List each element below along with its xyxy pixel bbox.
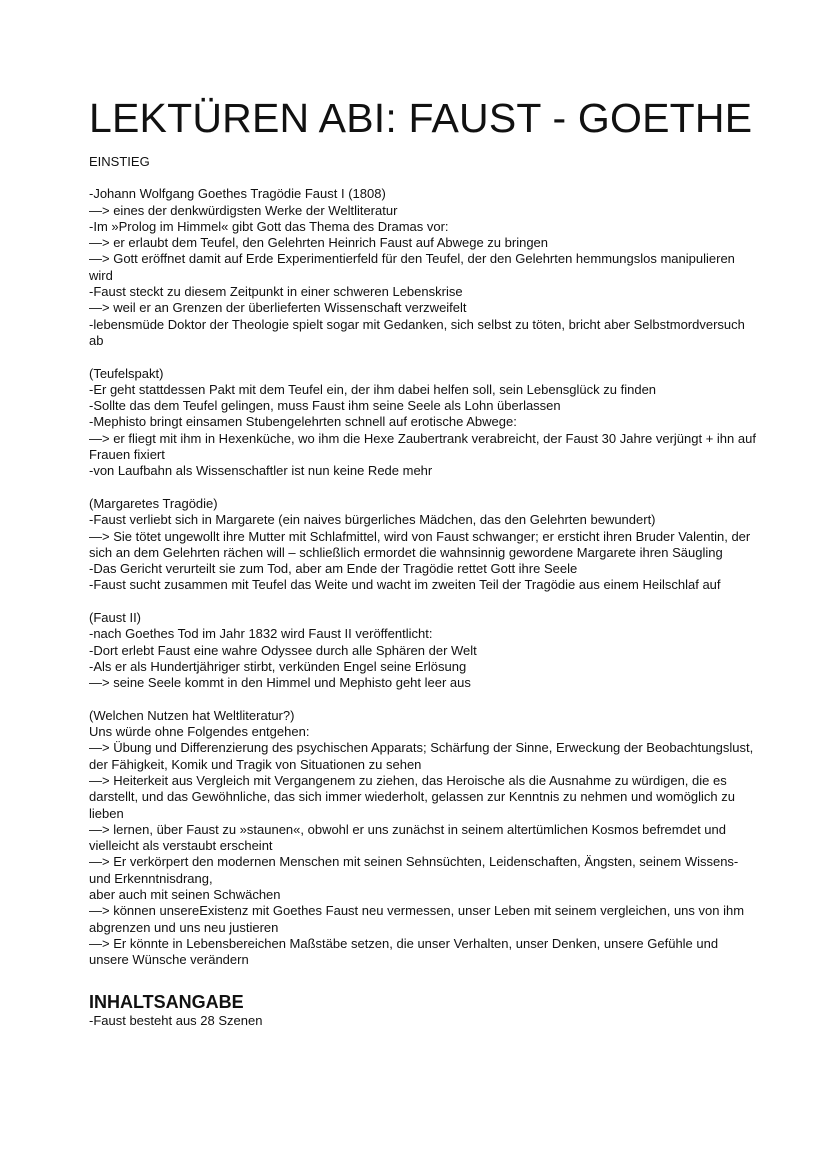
teufelspakt-line: -Er geht stattdessen Pakt mit dem Teufel ein, der ihm dabei helfen soll, sein Lebensglück zu finden <box>89 381 657 397</box>
margarete-line: -Faust sucht zusammen mit Teufel das Weite und wacht im zweiten Teil der Tragödie aus einem Heilschlaf auf <box>89 577 721 593</box>
faust2-line: -Als er als Hundertjähriger stirbt, verkünden Engel seine Erlösung <box>89 658 467 674</box>
teufelspakt-line: -Sollte das dem Teufel gelingen, muss Faust ihm seine Seele als Lohn überlassen <box>89 398 561 414</box>
teufelspakt-block <box>89 366 759 480</box>
teufelspakt-line: -Mephisto bringt einsamen Stubengelehrten schnell auf erotische Abwege: <box>89 414 517 430</box>
intro-line: —> weil er an Grenzen der überlieferten Wissenschaft verzweifelt <box>89 300 467 316</box>
document-title: LEKTÜREN ABI: FAUST - GOETHE <box>89 95 753 141</box>
intro-line: -Johann Wolfgang Goethes Tragödie Faust I (1808) <box>89 186 386 202</box>
nutzen-line: —> können unsereExistenz mit Goethes Faust neu vermessen, unser Leben mit seinem vergleichen, uns von ihm abgrenzen und uns neu justieren <box>89 903 745 935</box>
section-label-einstieg: EINSTIEG <box>89 154 150 169</box>
nutzen-line: Uns würde ohne Folgendes entgehen: <box>89 724 310 740</box>
faust2-line: -nach Goethes Tod im Jahr 1832 wird Faust II veröffentlicht: <box>89 626 433 642</box>
intro-line: —> er erlaubt dem Teufel, den Gelehrten Heinrich Faust auf Abwege zu bringen <box>89 235 549 251</box>
document-page <box>89 94 759 1029</box>
margarete-line: -Das Gericht verurteilt sie zum Tod, aber am Ende der Tragödie rettet Gott ihre Seele <box>89 561 578 577</box>
faust2-line: -Dort erlebt Faust eine wahre Odyssee durch alle Sphären der Welt <box>89 642 477 658</box>
nutzen-line: —> lernen, über Faust zu »staunen«, obwohl er uns zunächst in seinem altertümlichen Kosmos befremdet und vielleicht als verstaubt erscheint <box>89 821 726 854</box>
intro-line: —> eines der denkwürdigsten Werke der Weltliteratur <box>89 202 398 218</box>
faust2-block <box>89 610 759 691</box>
margarete-line: -Faust verliebt sich in Margarete (ein naives bürgerliches Mädchen, das den Gelehrten bewundert) <box>89 512 656 528</box>
margarete-block <box>89 496 759 594</box>
teufelspakt-line: (Teufelspakt) <box>89 365 164 381</box>
intro-line: -Faust steckt zu diesem Zeitpunkt in einer schweren Lebenskrise <box>89 284 463 300</box>
teufelspakt-line: -von Laufbahn als Wissenschaftler ist nun keine Rede mehr <box>89 463 433 479</box>
nutzen-line: (Welchen Nutzen hat Weltliteratur?) <box>89 707 295 723</box>
nutzen-line: —> Er könnte in Lebensbereichen Maßstäbe setzen, die unser Verhalten, unser Denken, unsere Gefühle und unsere Wünsche verändern <box>89 935 719 968</box>
faust2-line: —> seine Seele kommt in den Himmel und Mephisto geht leer aus <box>89 675 471 691</box>
intro-block <box>89 186 759 349</box>
nutzen-block <box>89 708 759 969</box>
teufelspakt-line: —> er fliegt mit ihm in Hexenküche, wo ihm die Hexe Zaubertrank verabreicht, der Faust 30 Jahre verjüngt + ihn auf Frauen fixiert <box>89 430 756 463</box>
section-heading-inhaltsangabe: INHALTSANGABE <box>89 991 244 1012</box>
margarete-line: (Margaretes Tragödie) <box>89 495 218 511</box>
nutzen-line: aber auch mit seinen Schwächen <box>89 887 281 903</box>
nutzen-line: —> Übung und Differenzierung des psychischen Apparats; Schärfung der Sinne, Erweckung der Beobachtungslust, der Fähigkeit, Komik und Tragik von Situationen zu sehen <box>89 740 754 772</box>
intro-line: -Im »Prolog im Himmel« gibt Gott das Thema des Dramas vor: <box>89 218 449 234</box>
faust2-line: (Faust II) <box>89 610 142 626</box>
intro-line: —> Gott eröffnet damit auf Erde Experimentierfeld für den Teufel, der den Gelehrten hemmungslos manipulieren wird <box>89 251 735 283</box>
inhalt-line: -Faust besteht aus 28 Szenen <box>89 1012 263 1028</box>
margarete-line: —> Sie tötet ungewollt ihre Mutter mit Schlafmittel, wird von Faust schwanger; er ersticht ihren Bruder Valentin, der sich an dem Gelehrten rächen will – schließlich ermordet die wahnsinnig gewordene Margarete ihren Säugling <box>89 528 751 560</box>
intro-line: -lebensmüde Doktor der Theologie spielt sogar mit Gedanken, sich selbst zu töten, bricht aber Selbstmordversuch ab <box>89 316 745 348</box>
nutzen-line: —> Er verkörpert den modernen Menschen mit seinen Sehnsüchten, Leidenschaften, Ängsten, seinem Wissens- und Erkenntnisdrang, <box>89 854 739 886</box>
nutzen-line: —> Heiterkeit aus Vergleich mit Vergangenem zu ziehen, das Heroische als die Ausnahme zu würdigen, die es darstellt, und das Gewöhnliche, das sich immer wiederholt, gelassen zur Kenntnis zu nehmen und womöglich zu lieben <box>89 772 736 821</box>
